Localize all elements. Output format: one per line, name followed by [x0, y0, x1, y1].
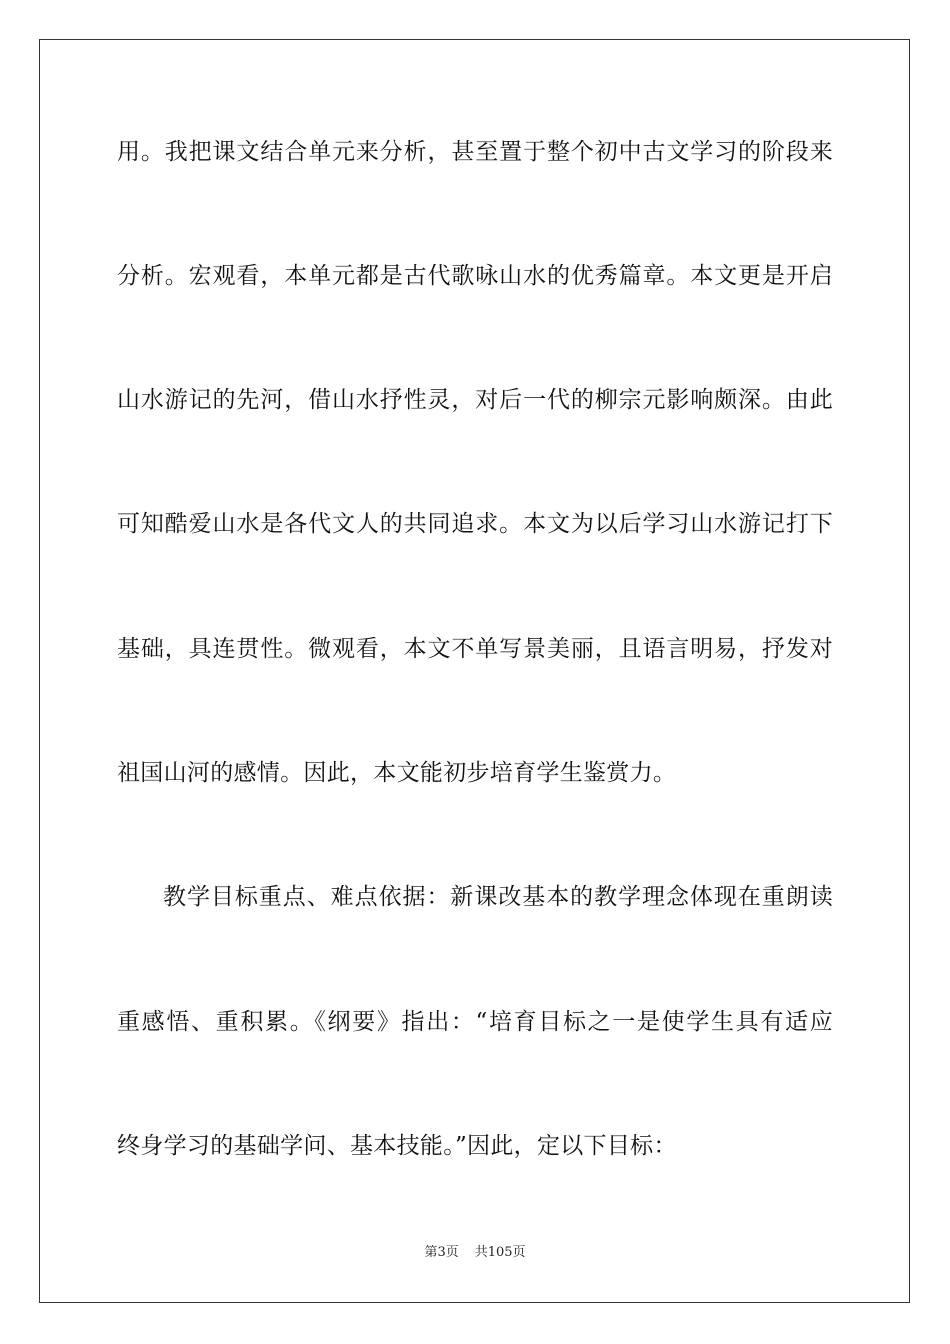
page-number: 第3页	[424, 1245, 459, 1260]
text-line-8: 重感悟、重积累。《纲要》指出：“培育目标之一是使学生具有适应	[117, 1009, 833, 1035]
text-line-5: 基础，具连贯性。微观看，本文不单写景美丽，且语言明易，抒发对	[117, 636, 833, 662]
page-border	[39, 39, 910, 1303]
text-line-7: 教学目标重点、难点依据：新课改基本的教学理念体现在重朗读	[163, 884, 833, 910]
text-line-4: 可知酷爱山水是各代文人的共同追求。本文为以后学习山水游记打下	[117, 511, 833, 537]
text-line-1: 用。我把课文结合单元来分析，甚至置于整个初中古文学习的阶段来	[117, 139, 833, 165]
page-footer	[0, 1244, 950, 1262]
text-line-3: 山水游记的先河，借山水抒性灵，对后一代的柳宗元影响颇深。由此	[117, 387, 833, 413]
text-line-6: 祖国山河的感情。因此，本文能初步培育学生鉴赏力。	[117, 760, 677, 786]
text-line-9: 终身学习的基础学问、基本技能。”因此，定以下目标：	[117, 1133, 677, 1159]
text-line-2: 分析。宏观看，本单元都是古代歌咏山水的优秀篇章。本文更是开启	[117, 263, 833, 289]
page-total: 共105页	[474, 1245, 526, 1260]
